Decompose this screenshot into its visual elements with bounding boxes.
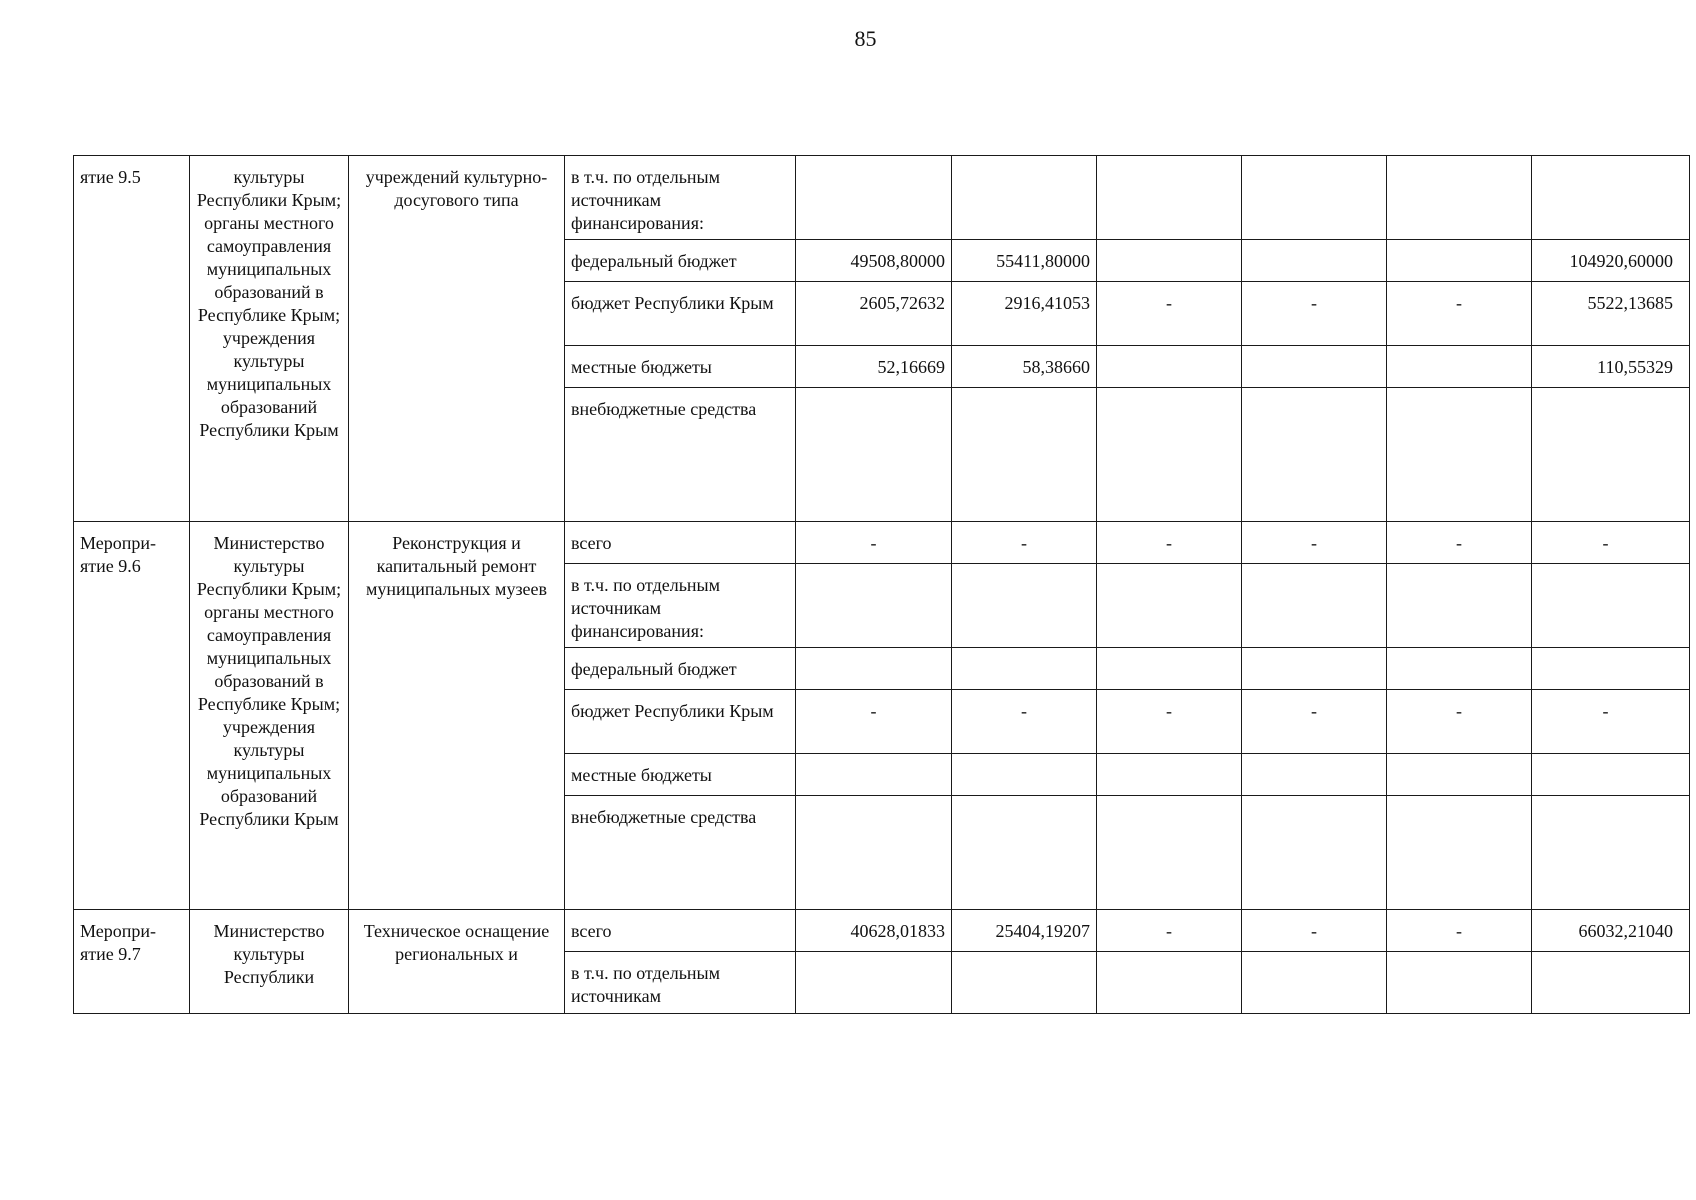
value-cell — [796, 156, 952, 240]
value-cell — [1097, 796, 1242, 910]
value-cell — [1387, 952, 1532, 1014]
activity-code: ятие 9.5 — [74, 156, 190, 522]
funding-source: всего — [565, 910, 796, 952]
value-cell: - — [1387, 522, 1532, 564]
value-cell — [952, 156, 1097, 240]
value-cell — [1532, 952, 1690, 1014]
activity-code: Меропри-ятие 9.7 — [74, 910, 190, 1014]
funding-source: федеральный бюджет — [565, 240, 796, 282]
value-cell — [1097, 564, 1242, 648]
value-cell — [796, 754, 952, 796]
funding-source: федеральный бюджет — [565, 648, 796, 690]
value-cell — [796, 648, 952, 690]
value-cell: - — [1097, 910, 1242, 952]
funding-source: местные бюджеты — [565, 346, 796, 388]
value-cell — [796, 564, 952, 648]
value-cell: 110,55329 — [1532, 346, 1690, 388]
value-cell: 66032,21040 — [1532, 910, 1690, 952]
value-cell: - — [1242, 910, 1387, 952]
value-cell: - — [1097, 282, 1242, 346]
activity-code: Меропри-ятие 9.6 — [74, 522, 190, 910]
value-cell — [796, 796, 952, 910]
value-cell: - — [1097, 690, 1242, 754]
value-cell — [952, 754, 1097, 796]
value-cell — [1387, 240, 1532, 282]
value-cell — [1242, 156, 1387, 240]
value-cell — [952, 952, 1097, 1014]
value-cell — [1097, 648, 1242, 690]
funding-table — [73, 155, 1690, 1014]
value-cell — [1387, 564, 1532, 648]
activity-name: учреждений культурно-досугового типа — [349, 156, 565, 522]
value-cell — [1242, 754, 1387, 796]
value-cell — [1097, 952, 1242, 1014]
funding-source: местные бюджеты — [565, 754, 796, 796]
page-number: 85 — [854, 26, 877, 51]
value-cell — [1242, 952, 1387, 1014]
value-cell — [1097, 346, 1242, 388]
table-row — [74, 522, 1690, 564]
value-cell — [1242, 564, 1387, 648]
value-cell — [1387, 156, 1532, 240]
value-cell — [1387, 346, 1532, 388]
funding-source: бюджет Республики Крым — [565, 690, 796, 754]
executor-cell: культуры Республики Крым; органы местного самоуправления муниципальных образований в Республике Крым; учреждения культуры муниципальных образований Республики Крым — [190, 156, 349, 522]
value-cell — [1387, 388, 1532, 522]
value-cell — [1097, 754, 1242, 796]
value-cell — [796, 952, 952, 1014]
funding-source: внебюджетные средства — [565, 796, 796, 910]
value-cell: 49508,80000 — [796, 240, 952, 282]
value-cell: 40628,01833 — [796, 910, 952, 952]
value-cell — [1387, 754, 1532, 796]
value-cell — [1532, 388, 1690, 522]
value-cell: - — [1387, 690, 1532, 754]
value-cell — [1242, 240, 1387, 282]
value-cell — [1532, 754, 1690, 796]
value-cell — [952, 564, 1097, 648]
funding-source: бюджет Республики Крым — [565, 282, 796, 346]
value-cell: 5522,13685 — [1532, 282, 1690, 346]
value-cell: - — [1387, 282, 1532, 346]
value-cell — [1097, 240, 1242, 282]
value-cell: - — [1097, 522, 1242, 564]
value-cell: - — [1242, 282, 1387, 346]
activity-name: Реконструкция и капитальный ремонт муниципальных музеев — [349, 522, 565, 910]
funding-source: в т.ч. по отдельным источникам финансирования: — [565, 564, 796, 648]
value-cell: 25404,19207 — [952, 910, 1097, 952]
value-cell: 104920,60000 — [1532, 240, 1690, 282]
value-cell — [1242, 796, 1387, 910]
value-cell — [1532, 796, 1690, 910]
value-cell: - — [796, 690, 952, 754]
value-cell: - — [1242, 522, 1387, 564]
value-cell: - — [1387, 910, 1532, 952]
value-cell: 58,38660 — [952, 346, 1097, 388]
value-cell — [1387, 648, 1532, 690]
funding-source: в т.ч. по отдельным источникам — [565, 952, 796, 1014]
value-cell — [1532, 648, 1690, 690]
value-cell — [1387, 796, 1532, 910]
funding-source: внебюджетные средства — [565, 388, 796, 522]
activity-name: Техническое оснащение региональных и — [349, 910, 565, 1014]
funding-table-body — [74, 156, 1690, 1014]
funding-source: всего — [565, 522, 796, 564]
value-cell — [796, 388, 952, 522]
value-cell: 2916,41053 — [952, 282, 1097, 346]
value-cell: 55411,80000 — [952, 240, 1097, 282]
executor-cell: Министерство культуры Республики — [190, 910, 349, 1014]
value-cell: - — [952, 690, 1097, 754]
value-cell: - — [952, 522, 1097, 564]
value-cell: - — [1532, 690, 1690, 754]
value-cell — [1097, 388, 1242, 522]
value-cell — [1532, 156, 1690, 240]
value-cell — [1097, 156, 1242, 240]
value-cell — [952, 796, 1097, 910]
table-row — [74, 156, 1690, 240]
value-cell: - — [1242, 690, 1387, 754]
value-cell: - — [796, 522, 952, 564]
value-cell — [1242, 648, 1387, 690]
value-cell — [952, 388, 1097, 522]
executor-cell: Министерство культуры Республики Крым; органы местного самоуправления муниципальных образований в Республике Крым; учреждения культуры муниципальных образований Республики Крым — [190, 522, 349, 910]
table-row — [74, 910, 1690, 952]
value-cell — [1532, 564, 1690, 648]
value-cell: 52,16669 — [796, 346, 952, 388]
value-cell: 2605,72632 — [796, 282, 952, 346]
funding-source: в т.ч. по отдельным источникам финансирования: — [565, 156, 796, 240]
value-cell — [1242, 346, 1387, 388]
value-cell: - — [1532, 522, 1690, 564]
value-cell — [952, 648, 1097, 690]
value-cell — [1242, 388, 1387, 522]
